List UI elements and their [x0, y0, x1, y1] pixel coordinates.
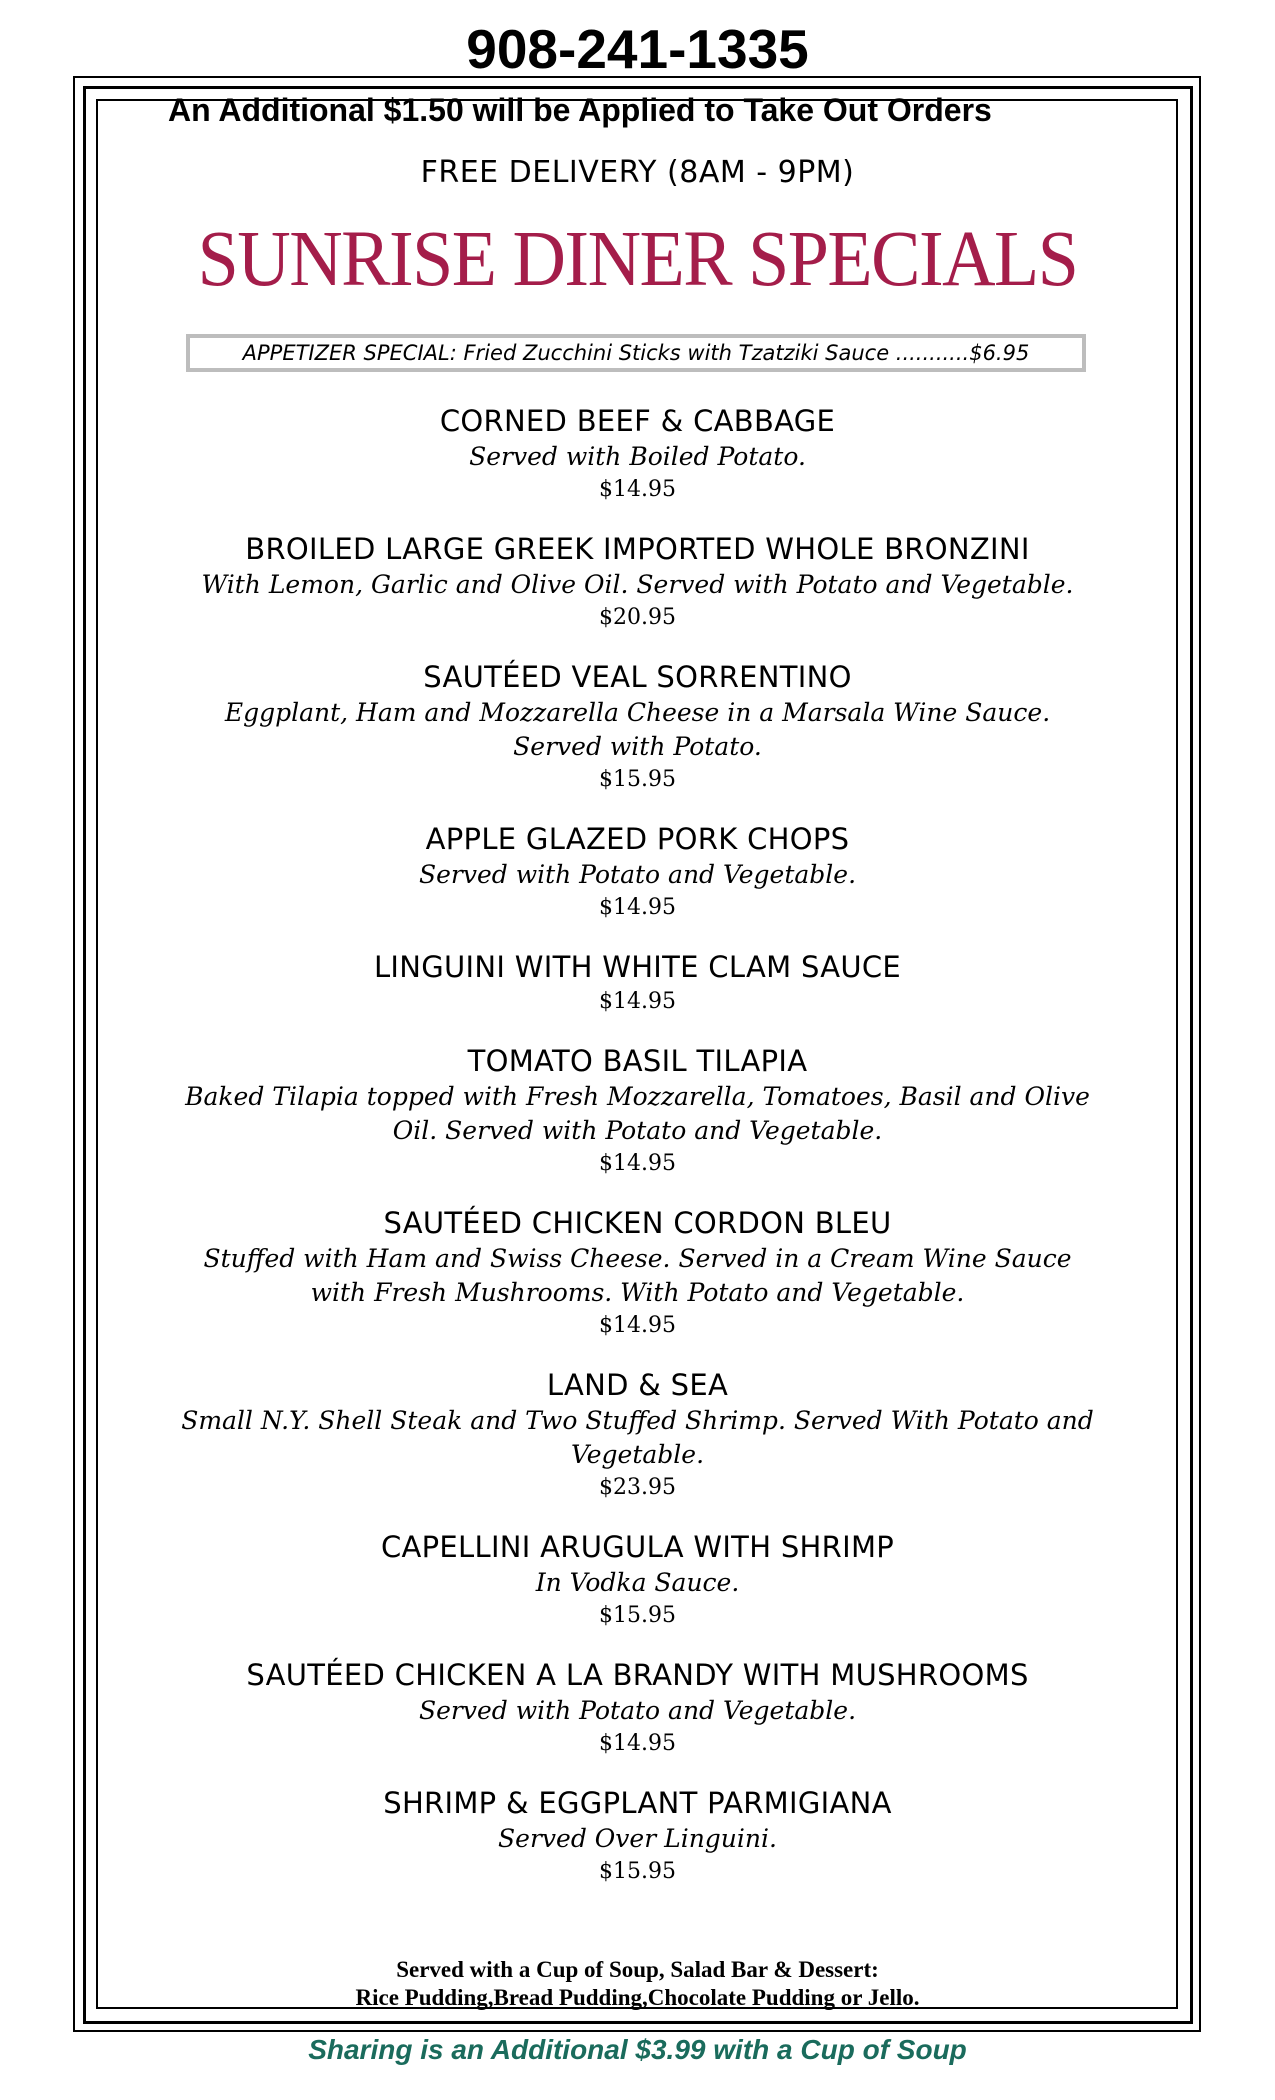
item-name: LINGUINI WITH WHITE CLAM SAUCE	[373, 950, 902, 984]
item-description: Baked Tilapia topped with Fresh Mozzarella, Tomatoes, Basil and Olive Oil. Served with Potato and Vegetable.	[185, 1082, 1090, 1145]
item-price: $15.95	[599, 1603, 676, 1628]
item-price: $14.95	[599, 477, 676, 502]
served-with-line-2: Rice Pudding,Bread Pudding,Chocolate Pudding or Jello.	[355, 1985, 920, 2010]
item-description: Eggplant, Ham and Mozzarella Cheese in a Marsala Wine Sauce. Served with Potato.	[224, 698, 1051, 761]
item-name: CAPELLINI ARUGULA WITH SHRIMP	[380, 1530, 895, 1564]
item-price: $20.95	[599, 605, 676, 630]
sharing-fee-notice: Sharing is an Additional $3.99 with a Cup of Soup	[308, 2034, 967, 2065]
appetizer-special-box: APPETIZER SPECIAL: Fried Zucchini Sticks with Tzatziki Sauce ...........$6.95	[186, 334, 1086, 372]
item-description: Stuffed with Ham and Swiss Cheese. Served in a Cream Wine Sauce with Fresh Mushrooms. With Potato and Vegetable.	[203, 1244, 1072, 1307]
item-price: $14.95	[599, 989, 676, 1014]
specials-list	[180, 402, 1095, 1912]
item-description: Small N.Y. Shell Steak and Two Stuffed Shrimp. Served With Potato and Vegetable.	[181, 1406, 1094, 1469]
phone-number: 908-241-1335	[466, 18, 809, 80]
item-name: SAUTÉED CHICKEN CORDON BLEU	[383, 1206, 892, 1240]
menu-title: SUNRISE DINER SPECIALS	[197, 214, 1078, 304]
item-price: $23.95	[599, 1475, 676, 1500]
item-name: APPLE GLAZED PORK CHOPS	[425, 822, 850, 856]
menu-item	[180, 1528, 1095, 1632]
served-with-line-1: Served with a Cup of Soup, Salad Bar & Dessert:	[396, 1957, 879, 1982]
item-name: SAUTÉED CHICKEN A LA BRANDY WITH MUSHROOMS	[246, 1658, 1029, 1692]
takeout-surcharge-notice: An Additional $1.50 will be Applied to Take Out Orders	[168, 92, 992, 128]
item-price: $14.95	[599, 895, 676, 920]
menu-item	[180, 530, 1095, 634]
item-price: $14.95	[599, 1151, 676, 1176]
item-name: SHRIMP & EGGPLANT PARMIGIANA	[383, 1786, 892, 1820]
menu-item	[180, 1366, 1095, 1504]
item-price: $14.95	[599, 1731, 676, 1756]
menu-item	[180, 1784, 1095, 1888]
item-price: $15.95	[599, 767, 676, 792]
menu-item	[180, 402, 1095, 506]
served-with-note	[0, 1956, 1275, 2012]
menu-item	[180, 1204, 1095, 1342]
item-name: TOMATO BASIL TILAPIA	[467, 1044, 808, 1078]
item-name: LAND & SEA	[546, 1368, 729, 1402]
item-name: SAUTÉED VEAL SORRENTINO	[423, 660, 852, 694]
delivery-hours: FREE DELIVERY (8AM - 9PM)	[420, 155, 855, 190]
item-name: CORNED BEEF & CABBAGE	[439, 404, 836, 438]
item-description: With Lemon, Garlic and Olive Oil. Served with Potato and Vegetable.	[201, 570, 1074, 599]
menu-item	[180, 820, 1095, 924]
item-price: $15.95	[599, 1859, 676, 1884]
menu-item	[180, 1042, 1095, 1180]
item-description: In Vodka Sauce.	[535, 1568, 740, 1597]
menu-item	[180, 948, 1095, 1018]
menu-item	[180, 658, 1095, 796]
item-description: Served with Potato and Vegetable.	[418, 1696, 857, 1725]
menu-item	[180, 1656, 1095, 1760]
item-name: BROILED LARGE GREEK IMPORTED WHOLE BRONZINI	[245, 532, 1030, 566]
item-description: Served Over Linguini.	[498, 1824, 777, 1853]
item-description: Served with Potato and Vegetable.	[418, 860, 857, 889]
item-price: $14.95	[599, 1313, 676, 1338]
item-description: Served with Boiled Potato.	[469, 442, 806, 471]
